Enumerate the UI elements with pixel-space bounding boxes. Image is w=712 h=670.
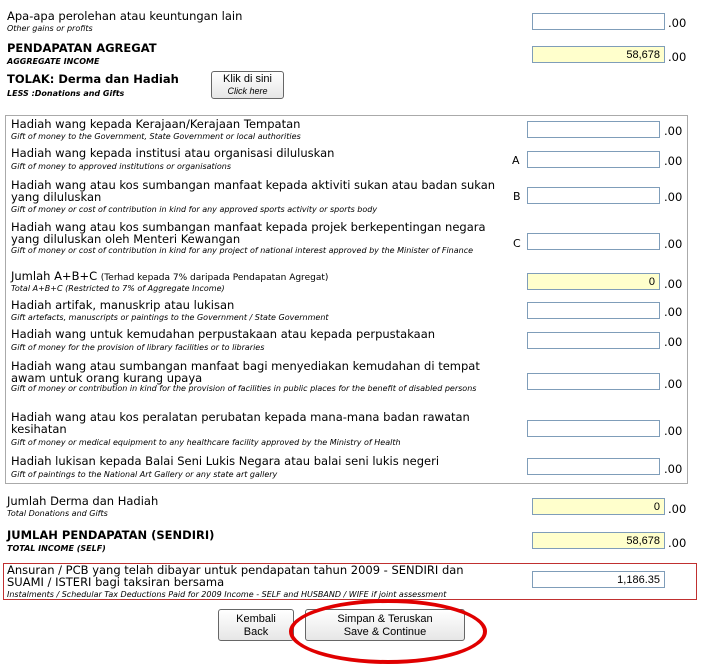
aggregate-income-label: PENDAPATAN AGREGAT bbox=[7, 41, 157, 55]
decimal-suffix: .00 bbox=[668, 50, 687, 64]
donation-sublabel: Gift of money or cost of contribution in kind for any project of national interest approved by the Minister of Finance bbox=[11, 246, 474, 255]
donation-sublabel: Gift of money to approved institutions or organisations bbox=[11, 162, 232, 171]
donation-input-national-projects[interactable] bbox=[527, 233, 660, 250]
decimal-suffix: .00 bbox=[664, 190, 683, 204]
other-gains-sublabel: Other gains or profits bbox=[7, 24, 93, 33]
decimal-suffix: .00 bbox=[664, 124, 683, 138]
back-sublabel: Back bbox=[243, 626, 269, 638]
less-donations-label: TOLAK: Derma dan Hadiah bbox=[7, 72, 179, 86]
instalment-label: Ansuran / PCB yang telah dibayar untuk pendapatan tahun 2009 - SENDIRI dan SUAMI / ISTERI bagi taksiran bersama bbox=[7, 563, 464, 589]
donation-label: Hadiah wang atau kos sumbangan manfaat kepada projek berkepentingan negara yang diluluskan oleh Menteri Kewangan bbox=[11, 220, 486, 246]
donation-label: Hadiah wang kepada institusi atau organisasi diluluskan bbox=[11, 146, 335, 160]
instalment-sublabel: Instalments / Schedular Tax Deductions Paid for 2009 Income - SELF and HUSBAND / WIFE if joint assessment bbox=[7, 590, 447, 599]
less-donations-sublabel: LESS :Donations and Gifts bbox=[7, 89, 125, 98]
click-here-sublabel: Click here bbox=[227, 86, 268, 96]
decimal-suffix: .00 bbox=[664, 305, 683, 319]
donation-sublabel: Gift artefacts, manuscripts or paintings to the Government / State Government bbox=[11, 313, 329, 322]
donation-label: Hadiah wang atau kos peralatan perubatan kepada mana-mana badan rawatan kesihatan bbox=[11, 410, 470, 436]
donation-label: Hadiah wang kepada Kerajaan/Kerajaan Tempatan bbox=[11, 117, 301, 131]
back-button[interactable] bbox=[218, 609, 294, 641]
donation-sublabel: Gift of money or medical equipment to any healthcare facility approved by the Ministry of Health bbox=[11, 438, 401, 447]
donation-label: Hadiah wang atau sumbangan manfaat bagi menyediakan kemudahan di tempat awam untuk orang kurang upaya bbox=[11, 359, 480, 385]
donation-sublabel: Gift of money or cost of contribution in kind for any approved sports activity or sports body bbox=[11, 205, 378, 214]
other-gains-label: Apa-apa perolehan atau keuntungan lain bbox=[7, 9, 243, 23]
decimal-suffix: .00 bbox=[664, 277, 683, 291]
donation-label: Hadiah lukisan kepada Balai Seni Lukis Negara atau balai seni lukis negeri bbox=[11, 454, 440, 468]
decimal-suffix: .00 bbox=[664, 424, 683, 438]
marker-b: B bbox=[513, 190, 521, 203]
save-label: Simpan & Teruskan bbox=[337, 613, 433, 625]
click-here-button[interactable] bbox=[211, 71, 284, 99]
donation-label: Hadiah artifak, manuskrip atau lukisan bbox=[11, 298, 235, 312]
other-gains-input[interactable] bbox=[532, 13, 665, 30]
decimal-suffix: .00 bbox=[668, 502, 687, 516]
donation-input-institutions[interactable] bbox=[527, 151, 660, 168]
donation-input-government[interactable] bbox=[527, 121, 660, 138]
abc-total-label bbox=[11, 270, 328, 285]
total-income-value: 58,678 bbox=[532, 532, 665, 549]
decimal-suffix: .00 bbox=[664, 462, 683, 476]
donation-input-library[interactable] bbox=[527, 332, 660, 349]
total-income-sublabel: TOTAL INCOME (SELF) bbox=[7, 544, 106, 553]
decimal-suffix: .00 bbox=[668, 536, 687, 550]
decimal-suffix: .00 bbox=[664, 237, 683, 251]
marker-c: C bbox=[513, 237, 521, 250]
donation-input-disabled-facilities[interactable] bbox=[527, 373, 660, 390]
donation-label: Hadiah wang atau kos sumbangan manfaat kepada aktiviti sukan atau badan sukan yang diluluskan bbox=[11, 178, 496, 204]
aggregate-income-sublabel: AGGREGATE INCOME bbox=[7, 57, 100, 66]
donation-sublabel: Gift of money for the provision of library facilities or to libraries bbox=[11, 343, 265, 352]
donation-sublabel: Gift of money to the Government, State Government or local authorities bbox=[11, 132, 301, 141]
highlight-circle-annotation bbox=[289, 599, 487, 664]
total-income-label: JUMLAH PENDAPATAN (SENDIRI) bbox=[7, 528, 215, 542]
total-donations-label: Jumlah Derma dan Hadiah bbox=[7, 494, 159, 508]
decimal-suffix: .00 bbox=[664, 335, 683, 349]
donation-input-healthcare[interactable] bbox=[527, 420, 660, 437]
decimal-suffix: .00 bbox=[664, 377, 683, 391]
marker-a: A bbox=[512, 154, 520, 167]
decimal-suffix: .00 bbox=[668, 16, 687, 30]
donation-sublabel: Gift of money or contribution in kind for the provision of facilities in public places for the benefit of disabled persons bbox=[11, 384, 477, 393]
donation-input-artefacts[interactable] bbox=[527, 302, 660, 319]
abc-total-title: Jumlah A+B+C bbox=[11, 269, 98, 283]
abc-total-sublabel: Total A+B+C (Restricted to 7% of Aggregate Income) bbox=[11, 284, 225, 293]
instalment-input[interactable]: 1,186.35 bbox=[532, 571, 665, 588]
back-label: Kembali bbox=[236, 613, 276, 625]
abc-total-note: (Terhad kepada 7% daripada Pendapatan Agregat) bbox=[100, 273, 329, 283]
donation-input-sports[interactable] bbox=[527, 187, 660, 204]
click-here-label: Klik di sini bbox=[223, 73, 272, 85]
total-donations-sublabel: Total Donations and Gifts bbox=[7, 509, 108, 518]
save-sublabel: Save & Continue bbox=[343, 626, 427, 638]
donation-sublabel: Gift of paintings to the National Art Gallery or any state art gallery bbox=[11, 470, 278, 479]
total-donations-value: 0 bbox=[532, 498, 665, 515]
donation-input-art-gallery[interactable] bbox=[527, 458, 660, 475]
decimal-suffix: .00 bbox=[664, 154, 683, 168]
donation-label: Hadiah wang untuk kemudahan perpustakaan atau kepada perpustakaan bbox=[11, 327, 436, 341]
abc-total-value: 0 bbox=[527, 273, 660, 290]
aggregate-income-value: 58,678 bbox=[532, 46, 665, 63]
